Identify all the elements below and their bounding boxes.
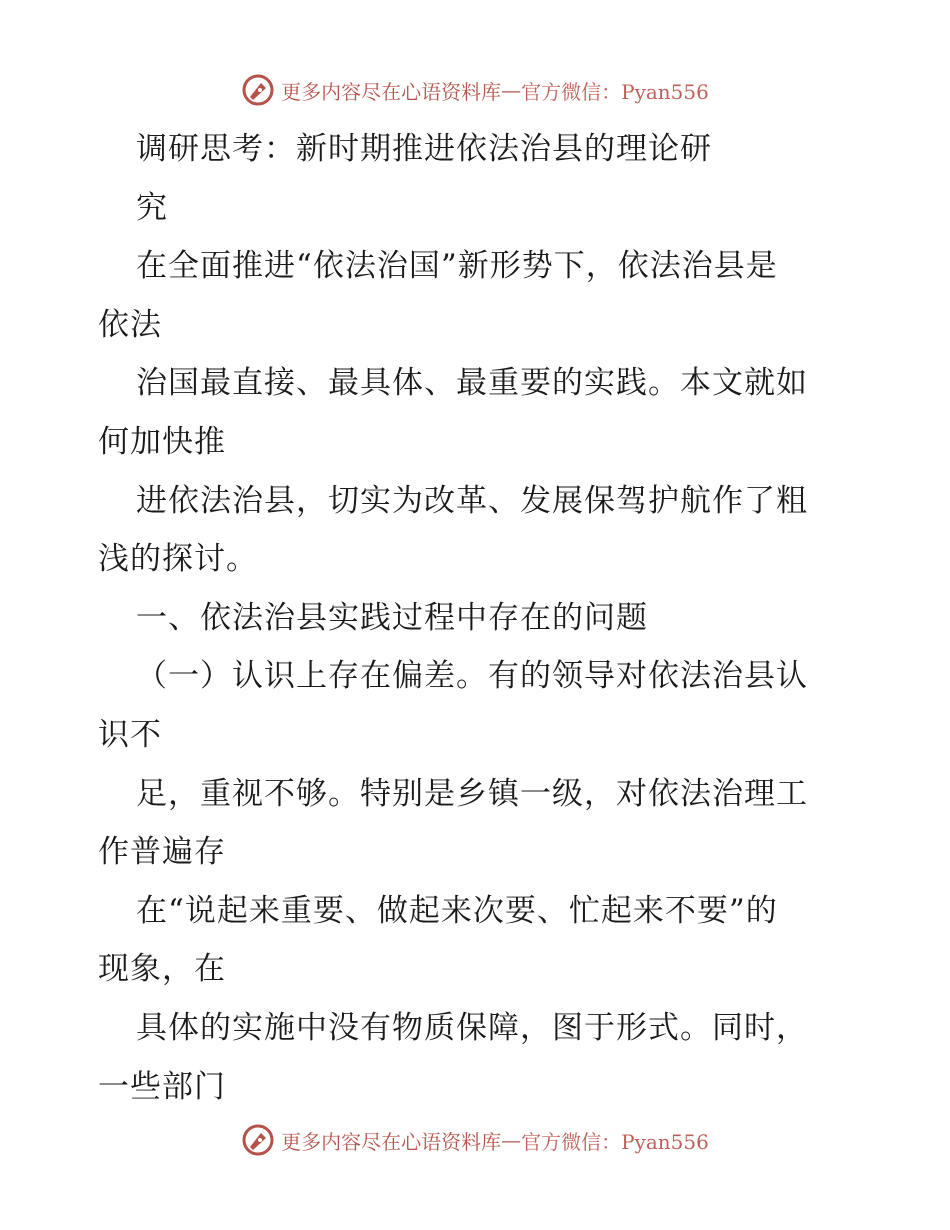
paragraph-line: 现象，在 xyxy=(98,951,226,988)
watermark-banner-bottom xyxy=(0,1118,950,1162)
watermark-dash: — xyxy=(501,78,522,102)
watermark-left-text: 更多内容尽在心语资料库 xyxy=(281,79,502,104)
document-body xyxy=(98,120,858,1116)
paragraph-line: 一些部门 xyxy=(98,1068,226,1105)
paragraph-line: 作普遍存 xyxy=(98,834,226,871)
paragraph-line: 治国最直接、最具体、最重要的实践。本文就如 xyxy=(136,365,808,402)
pen-nib-circle-icon xyxy=(241,1123,275,1157)
paragraph-line: （一）认识上存在偏差。有的领导对依法治县认 xyxy=(136,658,808,695)
watermark-banner-top xyxy=(0,68,950,112)
title-line-1: 调研思考：新时期推进依法治县的理论研 xyxy=(136,131,712,167)
paragraph-line: 在全面推进“依法治国”新形势下，依法治县是 xyxy=(136,248,778,285)
watermark-right-text: 官方微信：Pyan556 xyxy=(521,79,709,104)
pen-nib-circle-icon xyxy=(241,73,275,107)
paragraph-line: 足，重视不够。特别是乡镇一级，对依法治理工 xyxy=(136,775,808,812)
paragraph-line: 浅的探讨。 xyxy=(98,541,258,578)
watermark-right-text: 官方微信：Pyan556 xyxy=(521,1129,709,1154)
paragraph-line: 识不 xyxy=(98,716,162,753)
watermark-dash: — xyxy=(501,1128,522,1152)
section-heading: 一、依法治县实践过程中存在的问题 xyxy=(136,599,648,636)
paragraph-line: 进依法治县，切实为改革、发展保驾护航作了粗 xyxy=(136,482,808,519)
paragraph-line: 具体的实施中没有物质保障，图于形式。同时， xyxy=(136,1009,808,1046)
watermark-left-text: 更多内容尽在心语资料库 xyxy=(281,1129,502,1154)
paragraph-line: 依法 xyxy=(98,306,162,343)
paragraph-line: 在“说起来重要、做起来次要、忙起来不要”的 xyxy=(136,892,778,929)
title-line-2: 究 xyxy=(136,189,168,226)
paragraph-line: 何加快推 xyxy=(98,423,226,460)
